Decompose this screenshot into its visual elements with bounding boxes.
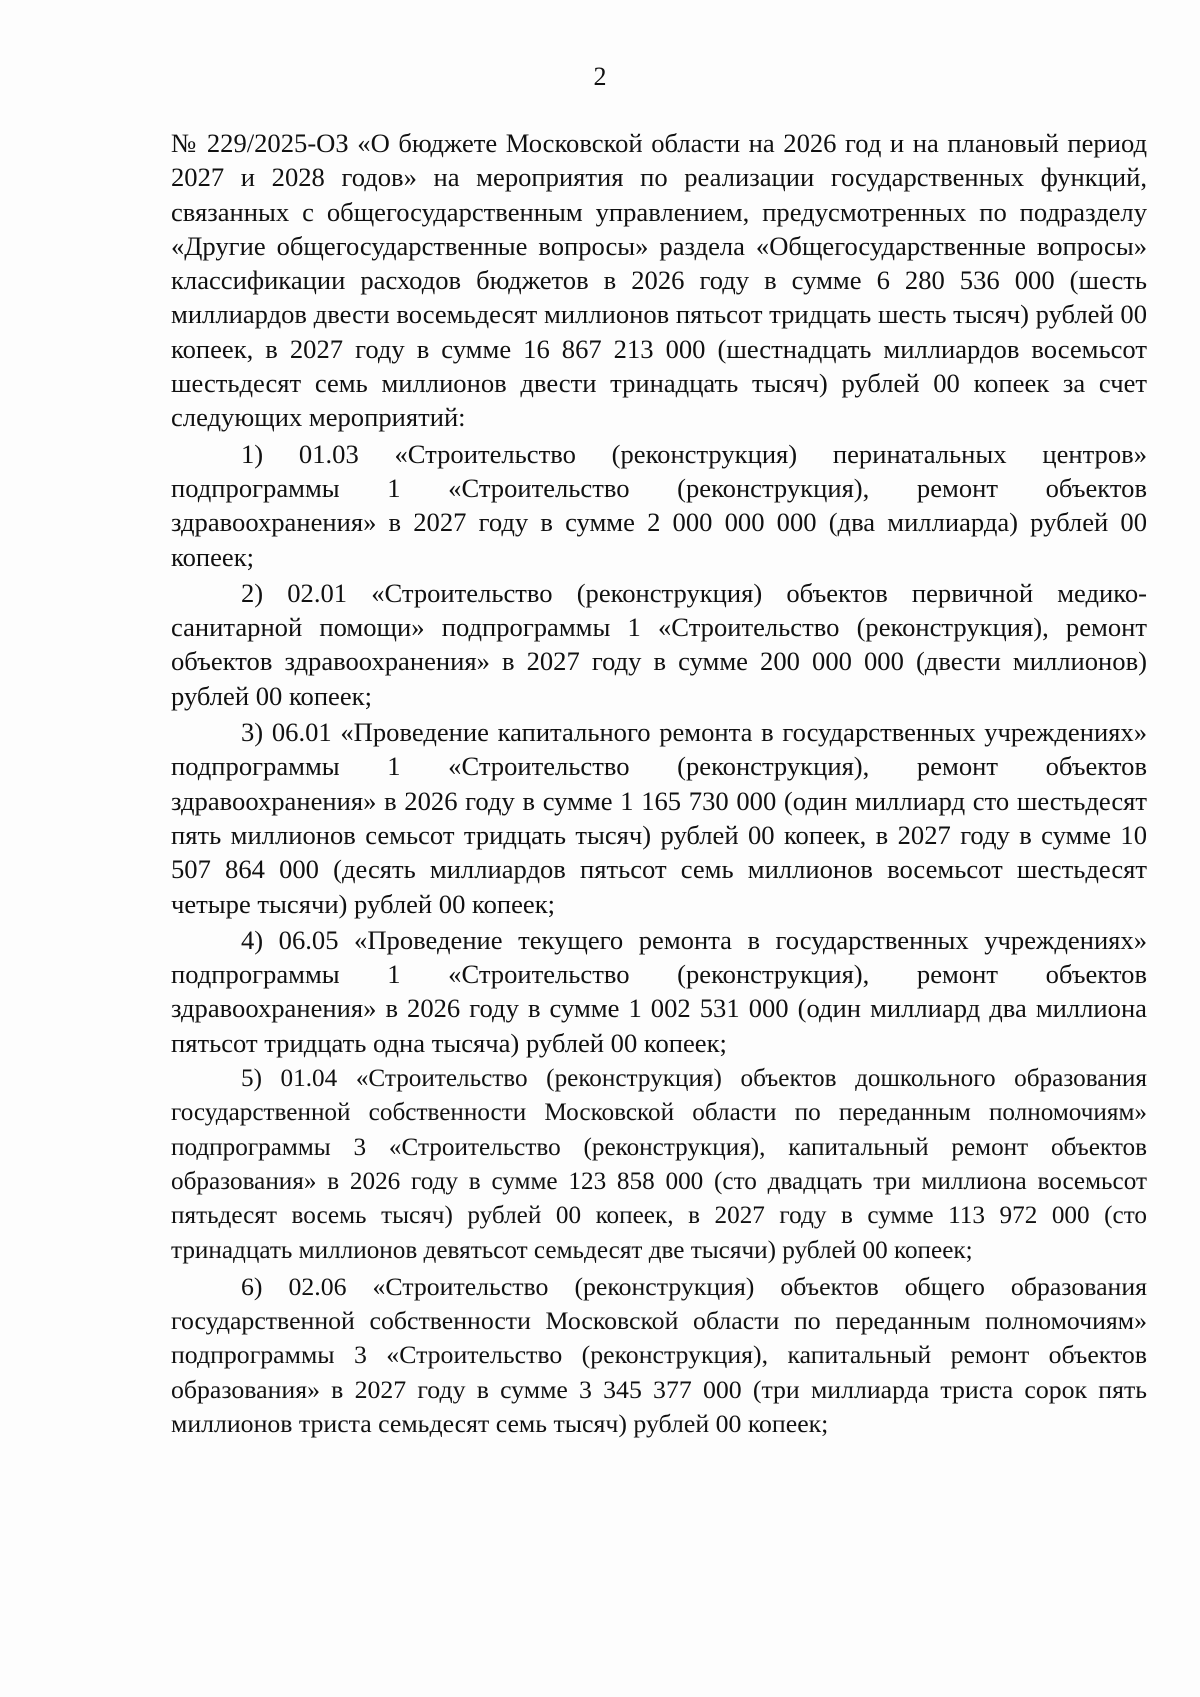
intro-paragraph: № 229/2025-ОЗ «О бюджете Московской области на 2026 год и на плановый период 2027 и 2028 годов» на мероприятия по реализации государственных функций, связанных с общегосударственным управлением, предусмотренных по подразделу «Другие общегосударственные вопросы» раздела «Общегосударственные вопросы» классификации расходов бюджетов в 2026 году в сумме 6 280 536 000 (шесть миллиардов двести восемьдесят миллионов пятьсот тридцать шесть тысяч) рублей 00 копеек, в 2027 году в сумме 16 867 213 000 (шестнадцать миллиардов восемьсот шестьдесят семь миллионов двести тринадцать тысяч) рублей 00 копеек за счет следующих мероприятий: <box>171 128 1147 433</box>
list-item-1: 1) 01.03 «Строительство (реконструкция) перинатальных центров» подпрограммы 1 «Строительство (реконструкция), ремонт объектов здравоохранения» в 2027 году в сумме 2 000 000 000 (два миллиарда) рублей 00 копеек; <box>171 438 1147 572</box>
list-item-4: 4) 06.05 «Проведение текущего ремонта в государственных учреждениях» подпрограммы 1 «Строительство (реконструкция), ремонт объектов здравоохранения» в 2026 году в сумме 1 002 531 000 (один миллиард два миллиона пятьсот тридцать одна тысяча) рублей 00 копеек; <box>171 924 1147 1058</box>
document-body <box>171 126 1147 1441</box>
list-item-5: 5) 01.04 «Строительство (реконструкция) объектов дошкольного образования государственной собственности Московской области по переданным полномочиям» подпрограммы 3 «Строительство (реконструкция), капитальный ремонт объектов образования» в 2026 году в сумме 123 858 000 (сто двадцать три миллиона восемьсот пятьдесят восемь тысяч) рублей 00 копеек, в 2027 году в сумме 113 972 000 (сто тринадцать миллионов девятьсот семьдесят две тысячи) рублей 00 копеек; <box>171 1065 1147 1264</box>
list-item-3: 3) 06.01 «Проведение капитального ремонта в государственных учреждениях» подпрограммы 1 «Строительство (реконструкция), ремонт объектов здравоохранения» в 2026 году в сумме 1 165 730 000 (один миллиард сто шестьдесят пять миллионов семьсот тридцать тысяч) рублей 00 копеек, в 2027 году в сумме 10 507 864 000 (десять миллиардов пятьсот семь миллионов восемьсот шестьдесят четыре тысячи) рублей 00 копеек; <box>171 717 1147 919</box>
list-item-6: 6) 02.06 «Строительство (реконструкция) объектов общего образования государственной собственности Московской области по переданным полномочиям» подпрограммы 3 «Строительство (реконструкция), капитальный ремонт объектов образования» в 2027 году в сумме 3 345 377 000 (три миллиарда триста сорок пять миллионов триста семьдесят семь тысяч) рублей 00 копеек; <box>171 1271 1147 1438</box>
page-number: 2 <box>593 62 607 91</box>
list-item-2: 2) 02.01 «Строительство (реконструкция) объектов первичной медико-санитарной помощи» подпрограммы 1 «Строительство (реконструкция), ремонт объектов здравоохранения» в 2027 году в сумме 200 000 000 (двести миллионов) рублей 00 копеек; <box>171 577 1147 711</box>
